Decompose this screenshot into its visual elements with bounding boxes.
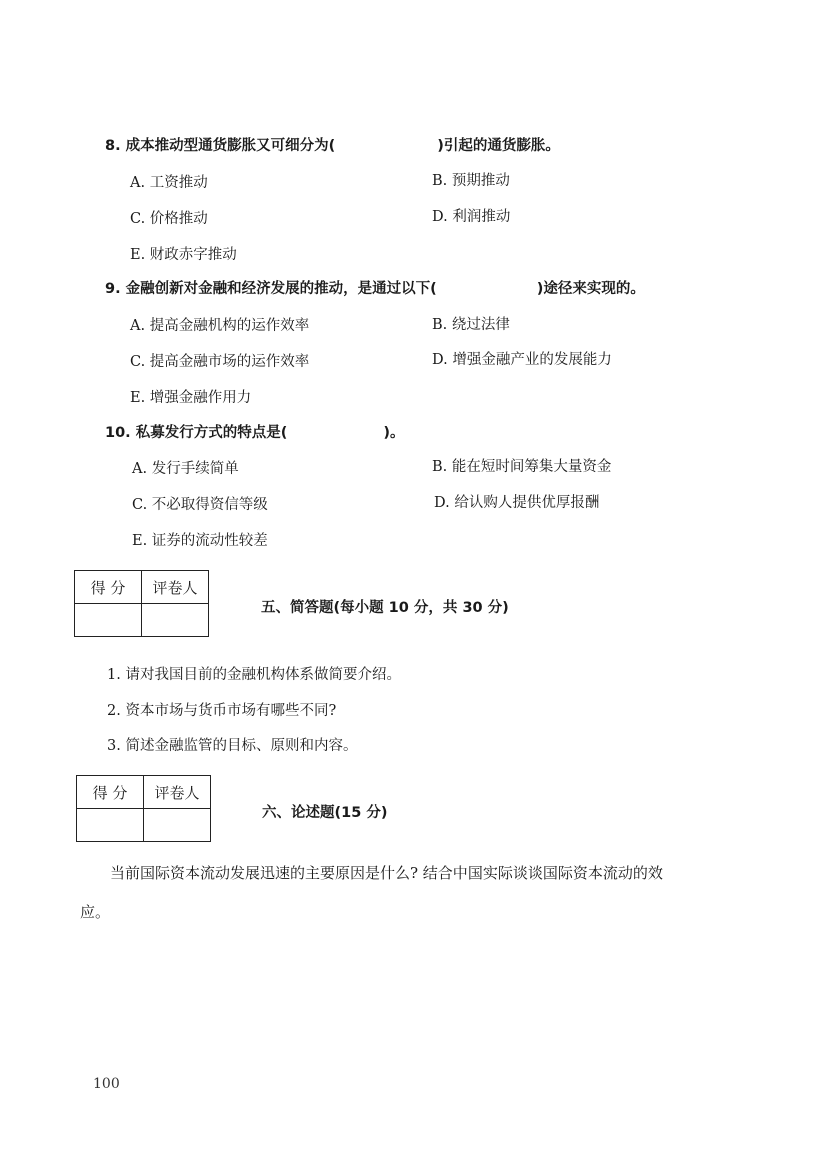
score-box-section-6: [76, 775, 211, 842]
grader-cell: [144, 809, 211, 842]
question-10-stem-end: )。: [383, 425, 405, 441]
question-10-option-a: A. 发行手续简单: [132, 461, 239, 477]
question-9-stem-end: )途径来实现的。: [536, 281, 645, 297]
page-number: 100: [93, 1076, 120, 1092]
question-8-stem-start: 8. 成本推动型通货膨胀又可细分为(: [105, 138, 336, 154]
question-10-option-b: B. 能在短时间筹集大量资金: [432, 459, 612, 475]
question-8-stem-end: )引起的通货膨胀。: [437, 138, 560, 154]
score-label: 得 分: [77, 776, 144, 809]
question-8-option-d: D. 利润推动: [432, 209, 511, 225]
section-5-item-3: 3. 简述金融监管的目标、原则和内容。: [107, 738, 358, 754]
score-cell: [75, 604, 142, 637]
question-10-option-d: D. 给认购人提供优厚报酬: [434, 495, 600, 511]
question-8-option-c: C. 价格推动: [130, 211, 208, 227]
question-10-option-e: E. 证券的流动性较差: [132, 533, 268, 549]
section-5-item-1: 1. 请对我国目前的金融机构体系做简要介绍。: [107, 667, 401, 683]
question-8-option-b: B. 预期推动: [432, 173, 510, 189]
grader-cell: [142, 604, 209, 637]
grader-label: 评卷人: [144, 776, 211, 809]
question-9-option-d: D. 增强金融产业的发展能力: [432, 352, 612, 368]
question-10-stem-start: 10. 私募发行方式的特点是(: [105, 425, 288, 441]
question-8-option-a: A. 工资推动: [130, 175, 208, 191]
question-9-stem-start: 9. 金融创新对金融和经济发展的推动，是通过以下(: [105, 281, 437, 297]
grader-label: 评卷人: [142, 571, 209, 604]
question-9-stem: [105, 277, 645, 298]
question-9-option-a: A. 提高金融机构的运作效率: [130, 318, 310, 334]
question-8-stem: [105, 134, 560, 155]
section-5-title: 五、简答题(每小题 10 分，共 30 分): [261, 600, 509, 616]
score-cell: [77, 809, 144, 842]
question-8-option-e: E. 财政赤字推动: [130, 247, 237, 263]
question-9-option-c: C. 提高金融市场的运作效率: [130, 354, 310, 370]
essay-question-line-1: 当前国际资本流动发展迅速的主要原因是什么? 结合中国实际谈谈国际资本流动的效: [110, 864, 663, 882]
essay-question-line-2: 应。: [80, 903, 111, 921]
section-6-title: 六、论述题(15 分): [262, 805, 388, 821]
question-9-option-b: B. 绕过法律: [432, 317, 510, 333]
question-10-option-c: C. 不必取得资信等级: [132, 497, 268, 513]
score-label: 得 分: [75, 571, 142, 604]
score-box-section-5: [74, 570, 209, 637]
section-5-item-2: 2. 资本市场与货币市场有哪些不同?: [107, 703, 337, 719]
question-9-option-e: E. 增强金融作用力: [130, 390, 252, 406]
question-10-stem: [105, 421, 405, 442]
